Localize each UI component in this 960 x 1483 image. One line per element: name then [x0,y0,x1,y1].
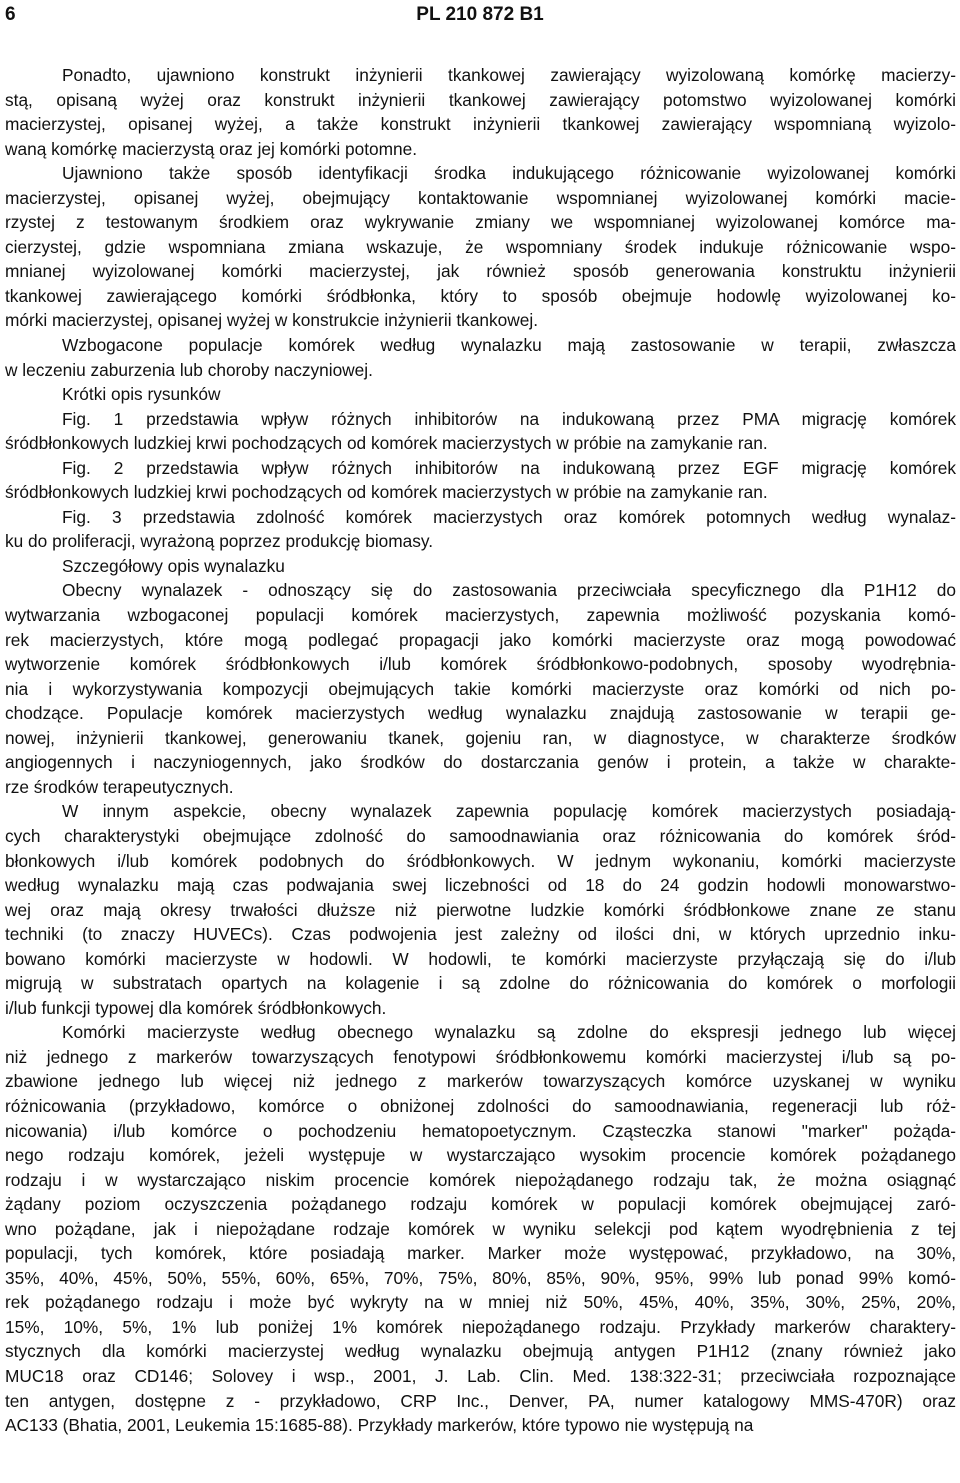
text-line: Fig. 2 przedstawia wpływ różnych inhibitorów na indukowaną przez EGF migrację komórek [62,457,956,478]
paragraph [5,1020,956,1437]
text-line: 35%, 40%, 45%, 50%, 55%, 60%, 65%, 70%, 75%, 80%, 85%, 90%, 95%, 99% lub ponad 99% komó- [5,1267,956,1288]
text-line: rek pożądanego rodzaju i może być wykryty na w mniej niż 50%, 45%, 40%, 35%, 30%, 25%, 20%, [5,1292,956,1313]
text-line: 15%, 10%, 5%, 1% lub poniżej 1% komórek niepożądanego rodzaju. Przykłady markerów charaktery- [5,1316,956,1337]
paragraph [5,333,956,382]
text-line: chodzące. Populacje komórek macierzystych według wynalazku znajdują zastosowanie w terapii ge- [5,703,956,724]
text-line: wytwarzania wzbogaconej populacji komórek macierzystych, zapewnia możliwość pozyskania komó- [5,605,956,626]
paragraph [5,799,956,1020]
text-line: Ujawniono także sposób identyfikacji środka indukującego różnicowanie wyizolowanej komórki [62,163,956,184]
paragraph [5,505,956,554]
text-line: macierzystej, opisanej wyżej, obejmujący kontaktowanie wspomnianej wyizolowanej komórki macie- [5,187,956,208]
text-line: migrują w substratach opartych na kolagenie i są zdolne do różnicowania do komórek o morfologii [5,973,956,994]
text-line: śródbłonkowych ludzkiej krwi pochodzących od komórek macierzystych w próbie na zamykanie ran. [5,482,768,503]
text-line: nego rodzaju komórek, jeżeli występuje w wystarczająco wysokim procencie komórek pożądanego [5,1145,956,1166]
text-line: Komórki macierzyste według obecnego wynalazku są zdolne do ekspresji jednego lub więcej [62,1022,956,1043]
paragraph [5,578,956,799]
text-line: śródbłonkowych ludzkiej krwi pochodzących od komórek macierzystych w próbie na zamykanie ran. [5,433,768,454]
text-line: mnianej wyizolowanej komórki macierzystej, jak również sposób generowania konstruktu inżynierii [5,261,956,282]
text-line: niż jednego z markerów towarzyszących fenotypowi śródbłonkowemu komórki macierzystej i/lub są po- [5,1046,956,1067]
text-line: mórki macierzystej, opisanej wyżej w konstrukcie inżynierii tkankowej. [5,310,539,331]
text-line: bowano komórki macierzyste w hodowli. W hodowli, te komórki macierzyste przyłączają się do i/lub [5,948,956,969]
document-body [5,63,956,1438]
text-line: żądany poziom oczyszczenia pożądanego rodzaju komórek w populacji komórek obejmującej zaró- [5,1194,956,1215]
paragraph [5,554,956,579]
text-line: MUC18 oraz CD146; Solovey i wsp., 2001, J. Lab. Clin. Med. 138:322-31; przeciwciała rozpoznające [5,1365,956,1386]
text-line: zbawione jednego lub więcej niż jednego z markerów towarzyszących komórce uzyskanej w wyniku [5,1071,956,1092]
text-line: Ponadto, ujawniono konstrukt inżynierii tkankowej zawierający wyizolowaną komórkę macierzy- [62,65,956,85]
text-line: ku do proliferacji, wyrażoną poprzez produkcję biomasy. [5,531,434,552]
document-id: PL 210 872 B1 [416,4,544,25]
text-line: techniki (to znaczy HUVECs). Czas podwojenia jest zależny od ilości dni, w których uprzednio inku- [5,924,956,945]
text-line: tkankowej zawierającego komórki śródbłonka, który to sposób obejmuje hodowlę wyizolowanej ko- [5,285,956,306]
paragraph [5,161,956,333]
text-line: rodzaju i w wystarczająco niskim procencie komórek niepożądanego rodzaju tak, że można osiągnąć [5,1169,956,1190]
text-line: Fig. 1 przedstawia wpływ różnych inhibitorów na indukowaną przez PMA migrację komórek [62,408,956,429]
text-line: rzystej z testowanym środkiem oraz wykrywanie zmiany we wspomnianej wyizolowanej komórce ma- [5,212,956,233]
text-line: rek macierzystych, które mogą podlegać propagacji jako komórki macierzyste oraz mogą powodować [5,629,956,650]
text-line: AC133 (Bhatia, 2001, Leukemia 15:1685-88). Przykłady markerów, które typowo nie występują na [5,1415,754,1436]
text-line: cych charakterystyki obejmujące zdolność do samoodnawiania oraz różnicowania do komórek śród- [5,825,956,846]
text-line: stą, opisaną wyżej oraz konstrukt inżynierii tkankowej zawierający potomstwo wyizolowanej komórki [5,89,956,110]
text-line: nicowania) i/lub komórce o pochodzeniu hematopoetycznym. Cząsteczka stanowi "marker" pożąda- [5,1120,956,1141]
text-line: Obecny wynalazek - odnoszący się do zastosowania przeciwciała specyficznego dla P1H12 do [62,580,956,601]
text-line: Fig. 3 przedstawia zdolność komórek macierzystych oraz komórek potomnych według wynalaz- [62,506,956,527]
text-line: populacji, tych komórek, które posiadają marker. Marker może występować, przykładowo, na 30%, [5,1243,956,1264]
page-number: 6 [5,4,16,25]
text-line: W innym aspekcie, obecny wynalazek zapewnia populację komórek macierzystych posiadają- [62,801,956,822]
paragraph [5,407,956,456]
text-line: i/lub funkcji typowej dla komórek śródbłonkowych. [5,997,387,1018]
paragraph [5,382,956,407]
page-header [5,4,955,30]
text-line: ten antygen, dostępne z - przykładowo, CRP Inc., Denver, PA, numer katalogowy MMS-470R) oraz [5,1390,956,1411]
text-line: błonkowych i/lub komórek podobnych do śródbłonkowych. W jednym wykonaniu, komórki macierzyste [5,850,956,871]
text-line: angiogennych i naczyniogennych, jako środków do dostarczania genów i protein, a także w charakte- [5,752,956,773]
text-line: nowej, inżynierii tkankowej, generowaniu tkanek, gojeniu ran, w diagnostyce, w charakterze środków [5,727,956,748]
text-line: Szczegółowy opis wynalazku [62,555,285,576]
text-line: wej oraz mają okresy trwałości dłuższe niż pierwotne ludzkie komórki śródbłonkowe znane ze stanu [5,899,956,920]
text-line: w leczeniu zaburzenia lub choroby naczyniowej. [5,359,373,380]
text-line: Krótki opis rysunków [62,384,221,405]
text-line: macierzystej, opisanej wyżej, a także konstrukt inżynierii tkankowej zawierający wspomnianą wyizolo- [5,114,956,135]
paragraph [5,63,956,161]
text-line: nia i wykorzystywania kompozycji obejmujących takie komórki macierzyste oraz komórki od nich po- [5,678,956,699]
text-line: rze środków terapeutycznych. [5,776,234,797]
text-line: różnicowania (przykładowo, komórce o obniżonej zdolności do samoodnawiania, regeneracji lub róż- [5,1095,956,1116]
text-line: cierzystej, gdzie wspomniana zmiana wskazuje, że wspomniany środek indukuje różnicowanie wspo- [5,236,956,257]
text-line: wytworzenie komórek śródbłonkowych i/lub komórek śródbłonkowo-podobnych, sposoby wyodrębnia- [5,654,956,675]
text-line: Wzbogacone populacje komórek według wynalazku mają zastosowanie w terapii, zwłaszcza [62,335,956,356]
text-line: wno pożądane, jak i niepożądane rodzaje komórek w wyniku selekcji pod kątem wyodrębnienia z tej [5,1218,956,1239]
text-line: według wynalazku mają czas podwajania swej liczebności od 18 do 24 godzin hodowli monowarstwo- [5,875,956,896]
text-line: waną komórkę macierzystą oraz jej komórki potomne. [5,138,418,159]
paragraph [5,456,956,505]
text-line: stycznych dla komórki macierzystej według wynalazku obejmują antygen P1H12 (znany również jako [5,1341,956,1362]
